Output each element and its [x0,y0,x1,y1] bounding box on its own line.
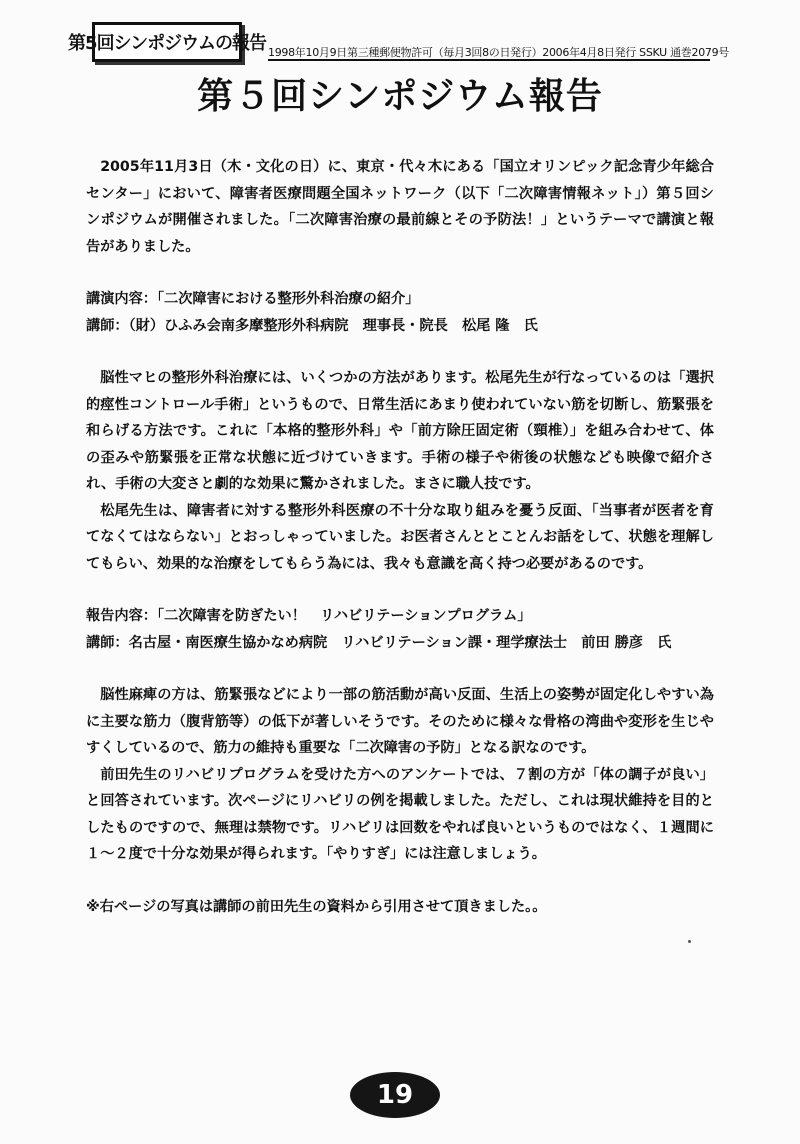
talk1-lecturer: 講師：（財）ひふみ会南多摩整形外科病院 理事長・院長 松尾 隆 氏 [86,317,538,334]
spacer [86,868,714,894]
spacer [86,260,714,286]
talk1-paragraph-2: 松尾先生は、障害者に対する整形外科医療の不十分な取り組みを憂う反面、「当事者が医者を育てなくてはならない」とおっしゃっていました。お医者さんととことんお話をして、状態を理解してもらい、効果的な治療をしてもらう為には、我々も意識を高く持つ必要があるのです。 [86,502,714,572]
section-header-box: 第5回シンポジウムの報告 [92,22,242,62]
talk2-paragraph-1: 脳性麻痺の方は、筋緊張などにより一部の筋活動が高い反面、生活上の姿勢が固定化しやすい為に主要な筋力（腹背筋等）の低下が著しいそうです。そのために様々な骨格の湾曲や変形を生じやすくしているので、筋力の維持も重要な「二次障害の予防」となる訳なのです。 [86,687,714,756]
photo-credit-note: ※右ページの写真は講師の前田先生の資料から引用させて頂きました。。 [86,898,547,915]
spacer [86,577,714,603]
article-body [86,154,714,920]
scan-speck [688,940,691,943]
page-number-badge: 19 [350,1072,440,1118]
page-title: 第５回シンポジウム報告 [197,76,603,117]
spacer [86,339,714,365]
talk2-lecturer: 講師：名古屋・南医療生協かなめ病院 リハビリテーション課・理学療法士 前田 勝彦 氏 [86,634,672,651]
intro-paragraph: 2005年11月3日（木・文化の日）に、東京・代々木にある「国立オリンピック記念青少年総合センター」において、障害者医療問題全国ネットワーク（以下「二次障害情報ネット」）第５回シンポジウムが開催されました。「二次障害治療の最前線とその予防法！」というテーマで講演と報告がありました。 [86,159,714,255]
publication-meta: 1998年10月9日第三種郵便物許可（毎月3回8の日発行）2006年4月8日発行 SSKU 通巻2079号 [268,46,729,59]
talk1-paragraph-1: 脳性マヒの整形外科治療には、いくつかの方法があります。松尾先生が行なっているのは「選択的痙性コントロール手術」というもので、日常生活にあまり使われていない筋を切断し、筋緊張を和らげる方法です。これに「本格的整形外科」や「前方除圧固定術（頸椎）」を組み合わせて、体の歪みや筋緊張を正常な状態に近づけていきます。手術の様子や術後の状態なども映像で紹介され、手術の大変さと劇的な効果に驚かされました。まさに職人技です。 [86,370,714,492]
header-rule [268,59,710,61]
talk2-content: 報告内容：「二次障害を防ぎたい！ リハビリテーションプログラム」 [86,608,532,624]
talk1-content: 講演内容：「二次障害における整形外科治療の紹介」 [86,291,420,307]
spacer [86,656,714,682]
talk2-paragraph-2: 前田先生のリハビリプログラムを受けた方へのアンケートでは、７割の方が「体の調子が良い」と回答されています。次ページにリハビリの例を掲載しました。ただし、これは現状維持を目的としたものですので、無理は禁物です。リハビリは回数をやれば良いというものではなく、１週間に１～２度で十分な効果が得られます。「やりすぎ」には注意しましょう。 [86,766,714,862]
